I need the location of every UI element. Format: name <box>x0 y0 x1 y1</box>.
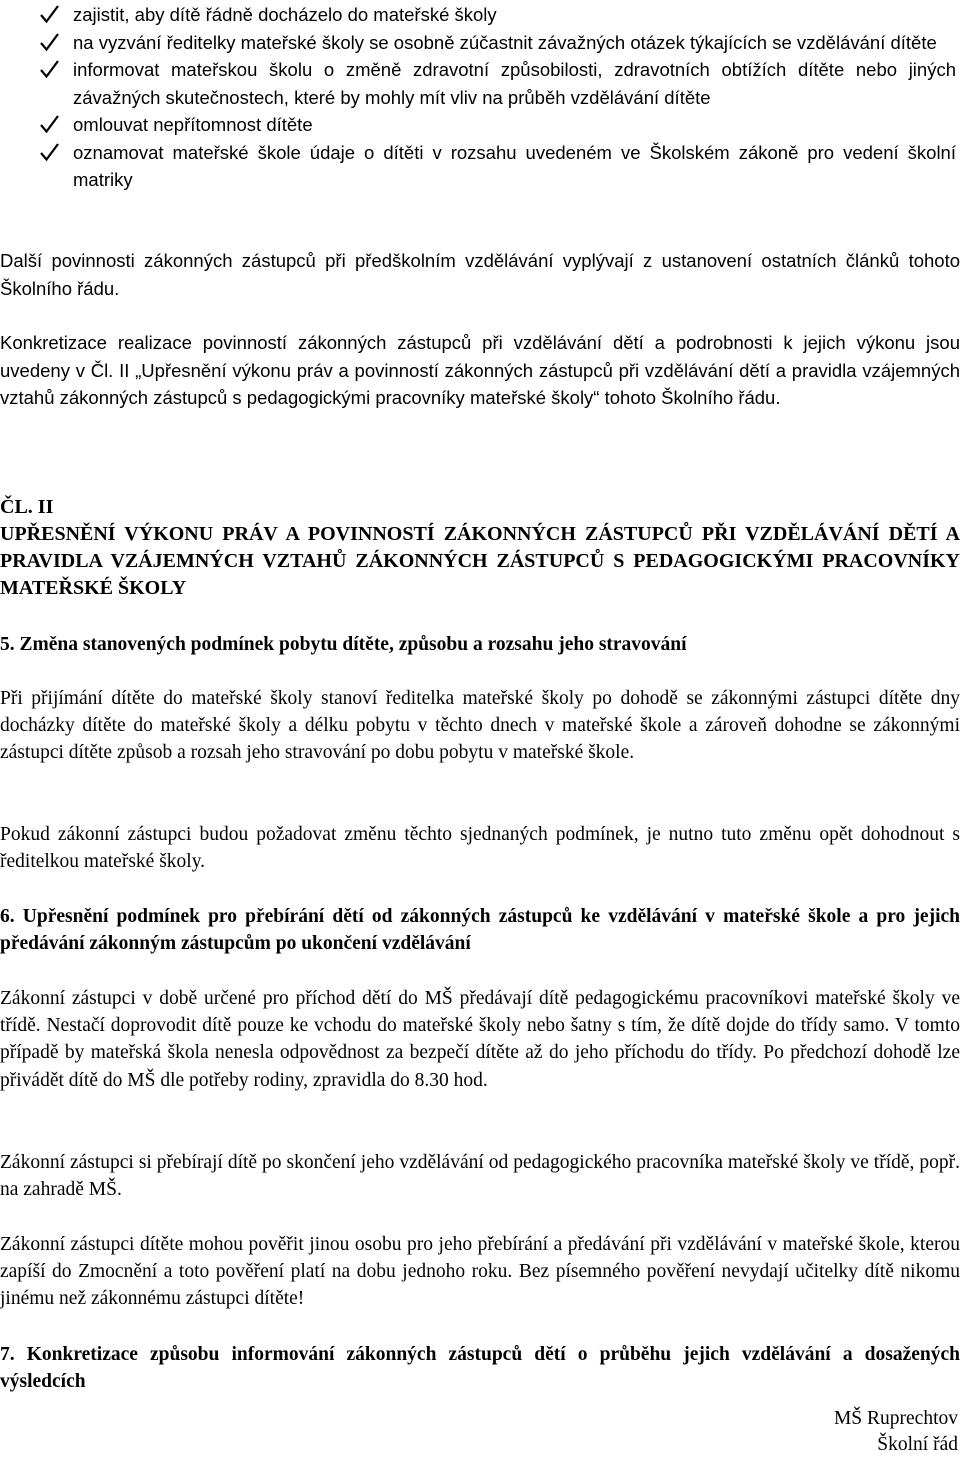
section6-heading: 6. Upřesnění podmínek pro přebírání dětí od zákonných zástupců ke vzdělávání v mateřské škole a pro jejich předávání zákonným zástupcům po ukončení vzdělávání <box>0 906 960 955</box>
section7-heading: 7. Konkretizace způsobu informování zákonných zástupců dětí o průběhu jejich vzdělávání a dosažených výsledcích <box>0 1344 960 1393</box>
checkmark-icon <box>38 29 62 56</box>
duty-text: oznamovat mateřské škole údaje o dítěti v rozsahu uvedeném ve Školském zákoně pro vedení školní matriky <box>73 141 956 190</box>
duty-text: informovat mateřskou školu o změně zdravotní způsobilosti, zdravotních obtížích dítěte nebo jiných závažných skutečnostech, které by mohly mít vliv na průběh vzdělávání dítěte <box>73 59 956 108</box>
list-item <box>0 1 960 29</box>
article-number: ČL. II <box>0 496 54 518</box>
checkmark-icon <box>38 56 62 83</box>
para-concretization: Konkretizace realizace povinností zákonných zástupců při vzdělávání dětí a podrobnosti k jejich výkonu jsou uvedeny v Čl. II „Upřesnění výkonu práv a povinností zákonných zástupců při vzdělávání dětí a pravidla vzájemných vztahů zákonných zástupců s pedagogickými pracovníky mateřské školy“ tohoto Školního řádu. <box>0 332 960 408</box>
footer-school-name: MŠ Ruprechtov <box>833 1408 958 1429</box>
article-title: UPŘESNĚNÍ VÝKONU PRÁV A POVINNOSTÍ ZÁKONNÝCH ZÁSTUPCŮ PŘI VZDĚLÁVÁNÍ DĚTÍ A PRAVIDLA VZÁJEMNÝCH VZTAHŮ ZÁKONNÝCH ZÁSTUPCŮ S PEDAGOGICKÝMI PRACOVNÍKY MATEŘSKÉ ŠKOLY <box>0 523 960 599</box>
checkmark-icon <box>38 111 62 138</box>
section5-paragraph-2: Pokud zákonní zástupci budou požadovat změnu těchto sjednaných podmínek, je nutno tuto změnu opět dohodnout s ředitelkou mateřské školy. <box>0 824 960 873</box>
para-other-duties: Další povinnosti zákonných zástupců při předškolním vzdělávání vyplývají z ustanovení ostatních článků tohoto Školního řádu. <box>0 250 960 299</box>
list-item <box>0 111 960 139</box>
duty-text: omlouvat nepřítomnost dítěte <box>73 114 313 135</box>
footer-document-name: Školní řád <box>877 1434 958 1455</box>
section5-heading: 5. Změna stanovených podmínek pobytu dítěte, způsobu a rozsahu jeho stravování <box>0 634 687 655</box>
checkmark-icon <box>38 1 62 28</box>
list-item <box>0 29 960 57</box>
section6-paragraph-1: Zákonní zástupci v době určené pro příchod dětí do MŠ předávají dítě pedagogickému pracovníkovi mateřské školy ve třídě. Nestačí doprovodit dítě pouze ke vchodu do mateřské školy nebo šatny s tím, že dítě dojde do třídy samo. V tomto případě by mateřská škola nenesla odpovědnost za bezpečí dítěte až do jeho příchodu do třídy. Po předchozí dohodě lze přivádět dítě do MŠ dle potřeby rodiny, zpravidla do 8.30 hod. <box>0 988 960 1091</box>
section5-paragraph-1: Při přijímání dítěte do mateřské školy stanoví ředitelka mateřské školy po dohodě se zákonnými zástupci dítěte dny docházky dítěte do mateřské školy a délku pobytu v těchto dnech v mateřské škole a zároveň dohodne se zákonnými zástupci dítěte způsob a rozsah jeho stravování po dobu pobytu v mateřské škole. <box>0 688 960 764</box>
duties-list <box>0 1 960 194</box>
duty-text: na vyzvání ředitelky mateřské školy se osobně zúčastnit závažných otázek týkajících se vzdělávání dítěte <box>73 31 937 53</box>
duty-text: zajistit, aby dítě řádně docházelo do mateřské školy <box>73 4 497 25</box>
section6-paragraph-3: Zákonní zástupci dítěte mohou pověřit jinou osobu pro jeho přebírání a předávání při vzdělávání v mateřské škole, kterou zapíší do Zmocnění a toto pověření platí na dobu jednoho roku. Bez písemného pověření nevydají učitelky dítě nikomu jinému než zákonnému zástupci dítěte! <box>0 1234 960 1310</box>
list-item <box>0 56 960 111</box>
section6-paragraph-2: Zákonní zástupci si přebírají dítě po skončení jeho vzdělávání od pedagogického pracovníka mateřské školy ve třídě, popř. na zahradě MŠ. <box>0 1152 960 1201</box>
list-item <box>0 139 960 194</box>
checkmark-icon <box>38 139 62 166</box>
